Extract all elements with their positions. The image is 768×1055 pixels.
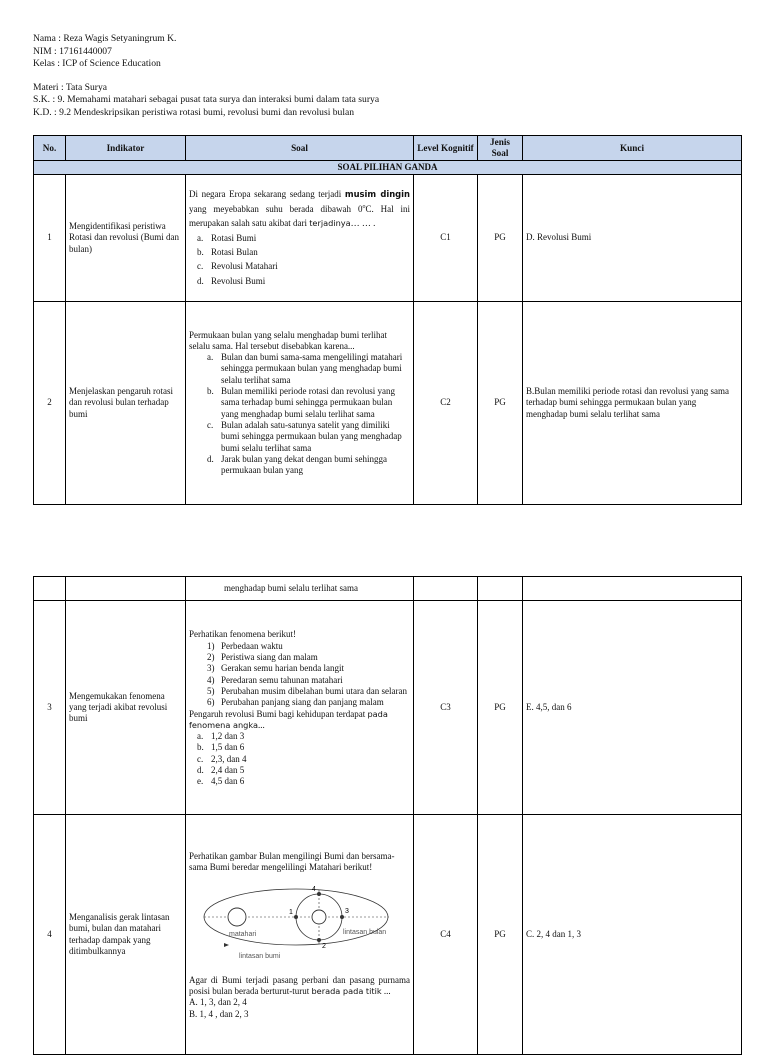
row-soal <box>186 601 414 815</box>
competency-sk: S.K. : 9. Memahami matahari sebagai pusat tata surya dan interaksi bumi dalam tata surya <box>33 94 380 106</box>
answer-option: c. 2,3, dan 4 <box>197 753 247 764</box>
moon-position-1 <box>294 915 298 919</box>
label-point-2: 2 <box>322 942 326 950</box>
row-kunci: D. Revolusi Bumi <box>523 175 742 302</box>
question-text: Permukaan bulan yang selalu menghadap bumi terlihat selalu sama. Hal tersebut disebabkan karena... <box>189 329 387 351</box>
answer-option: d. Revolusi Bumi <box>197 275 266 286</box>
table-row <box>34 175 742 302</box>
moon-position-4 <box>317 892 321 896</box>
label-moon-orbit: lintasan bulan <box>343 928 387 936</box>
competency-kd: K.D. : 9.2 Mendeskripsikan peristiwa rotasi bumi, revolusi bumi dan revolusi bulan <box>33 106 355 118</box>
question-intro: Perhatikan fenomena berikut! <box>189 629 296 640</box>
answer-option: A. 1, 3, dan 2, 4 <box>189 997 247 1008</box>
header-indikator: Indikator <box>66 136 186 161</box>
moon-position-3 <box>340 915 344 919</box>
answer-option: a. Bulan dan bumi sama-sama mengelilingi matahari sehingga permukaan bulan yang menghadap bumi selalu terlihat sama <box>207 352 403 385</box>
list-item: 1) Perbedaan waktu <box>207 640 283 651</box>
answer-option: a. Rotasi Bumi <box>197 232 257 243</box>
header-soal: Soal <box>186 136 414 161</box>
row-soal <box>186 175 414 302</box>
sun-circle <box>228 908 246 926</box>
list-item: 6) Perubahan panjang siang dan panjang malam <box>207 697 384 708</box>
table-row <box>34 601 742 815</box>
orbit-arrow-icon <box>224 943 229 947</box>
answer-options <box>189 731 410 787</box>
table-row <box>34 302 742 505</box>
earth-circle <box>312 910 326 924</box>
row-number: 1 <box>34 175 66 302</box>
row-kunci: E. 4,5, dan 6 <box>523 601 742 815</box>
student-class: Kelas : ICP of Science Education <box>33 58 161 70</box>
phenomena-list <box>189 641 410 709</box>
row-level: C3 <box>414 601 478 815</box>
answer-option: b. 1,5 dan 6 <box>197 742 245 753</box>
label-sun: matahari <box>229 930 257 938</box>
list-item: 3) Gerakan semu harian benda langit <box>207 663 344 674</box>
header-kunci: Kunci <box>523 136 742 161</box>
answer-option: c. Revolusi Matahari <box>197 261 278 272</box>
answer-option: b. Rotasi Bulan <box>197 246 258 257</box>
section-title: SOAL PILIHAN GANDA <box>34 161 742 175</box>
row-kunci: B.Bulan memiliki periode rotasi dan revolusi yang sama terhadap bumi sehingga permukaan bulan yang menghadap bumi selalu terlihat sama <box>523 302 742 505</box>
label-point-3: 3 <box>345 907 349 915</box>
answer-option: d. 2,4 dan 5 <box>197 764 245 775</box>
answer-option: a. 1,2 dan 3 <box>197 731 245 742</box>
header-no: No. <box>34 136 66 161</box>
row-number: 3 <box>34 601 66 815</box>
answer-option: B. 1, 4 , dan 2, 3 <box>189 1008 249 1019</box>
row-level: C4 <box>414 815 478 1055</box>
answer-options <box>189 231 410 289</box>
question-intro: Perhatikan gambar Bulan mengilingi Bumi dan bersama-sama Bumi beredar mengelilingi Matahari berikut! <box>189 850 395 873</box>
header-level: Level Kognitif <box>414 136 478 161</box>
document-header <box>33 33 379 120</box>
answer-option: c. Bulan adalah satu-satunya satelit yang dimiliki bumi sehingga permukaan bulan yang menghadap bumi selalu terlihat sama <box>207 419 402 453</box>
row-jenis: PG <box>478 815 523 1055</box>
row-soal <box>186 815 414 1055</box>
label-point-4: 4 <box>312 885 316 893</box>
answer-options <box>189 352 410 476</box>
row-jenis: PG <box>478 175 523 302</box>
question-text: Pengaruh revolusi Bumi bagi kehidupan terdapat pada fenomena angka... <box>189 708 388 730</box>
list-item: 5) Perubahan musim dibelahan bumi utara dan selaran <box>207 685 407 696</box>
row-indikator: Mengidentifikasi peristiwa Rotasi dan revolusi (Bumi dan bulan) <box>66 175 186 302</box>
subject-material: Materi : Tata Surya <box>33 81 108 93</box>
table-row <box>34 815 742 1055</box>
table-row-continued <box>34 577 742 601</box>
header-jenis: Jenis Soal <box>478 136 523 161</box>
row-level: C1 <box>414 175 478 302</box>
row-number: 4 <box>34 815 66 1055</box>
orbit-diagram <box>189 874 409 972</box>
row-indikator: Menganalisis gerak lintasan bumi, bulan dan matahari terhadap dampak yang ditimbulkannya <box>66 815 186 1055</box>
row-number: 2 <box>34 302 66 505</box>
question-table-continued <box>33 576 742 1055</box>
section-row <box>34 161 742 175</box>
row-indikator: Menjelaskan pengaruh rotasi dan revolusi bulan terhadap bumi <box>66 302 186 505</box>
student-nim: NIM : 17161440007 <box>33 45 112 57</box>
question-text: Di negara Eropa sekarang sedang terjadi musim dingin yang meyebabkan suhu berada dibawah 0$^o$C. Hal ini merupakan salah satu akibat dari terjadinya… … . <box>189 188 411 228</box>
row-indikator: Mengemukakan fenomena yang terjadi akibat revolusi bumi <box>66 601 186 815</box>
question-table <box>33 135 742 505</box>
answer-option: e. 4,5 dan 6 <box>197 776 245 787</box>
answer-option: d. Jarak bulan yang dekat dengan bumi sehingga permukaan bulan yang <box>207 453 387 476</box>
list-item: 2) Peristiwa siang dan malam <box>207 652 318 663</box>
answer-option: b. Bulan memiliki periode rotasi dan revolusi yang sama terhadap bumi sehingga permukaan bulan yang menghadap bumi selalu terlihat sama <box>207 386 395 419</box>
list-item: 4) Peredaran semu tahunan matahari <box>207 674 343 685</box>
row-kunci: C. 2, 4 dan 1, 3 <box>523 815 742 1055</box>
question-text: Agar di Bumi terjadi pasang perbani dan pasang purnama posisi bulan berada berturut-turut berada pada titik ... <box>189 974 410 997</box>
row-jenis: PG <box>478 302 523 505</box>
row-soal <box>186 302 414 505</box>
label-earth-orbit: lintasan bumi <box>239 952 281 960</box>
label-point-1: 1 <box>289 908 293 916</box>
row-level: C2 <box>414 302 478 505</box>
student-name: Nama : Reza Wagis Setyaningrum K. <box>33 33 177 44</box>
row-jenis: PG <box>478 601 523 815</box>
continued-text: menghadap bumi selalu terlihat sama <box>186 577 414 601</box>
table-header-row <box>34 136 742 161</box>
moon-position-2 <box>317 938 321 942</box>
